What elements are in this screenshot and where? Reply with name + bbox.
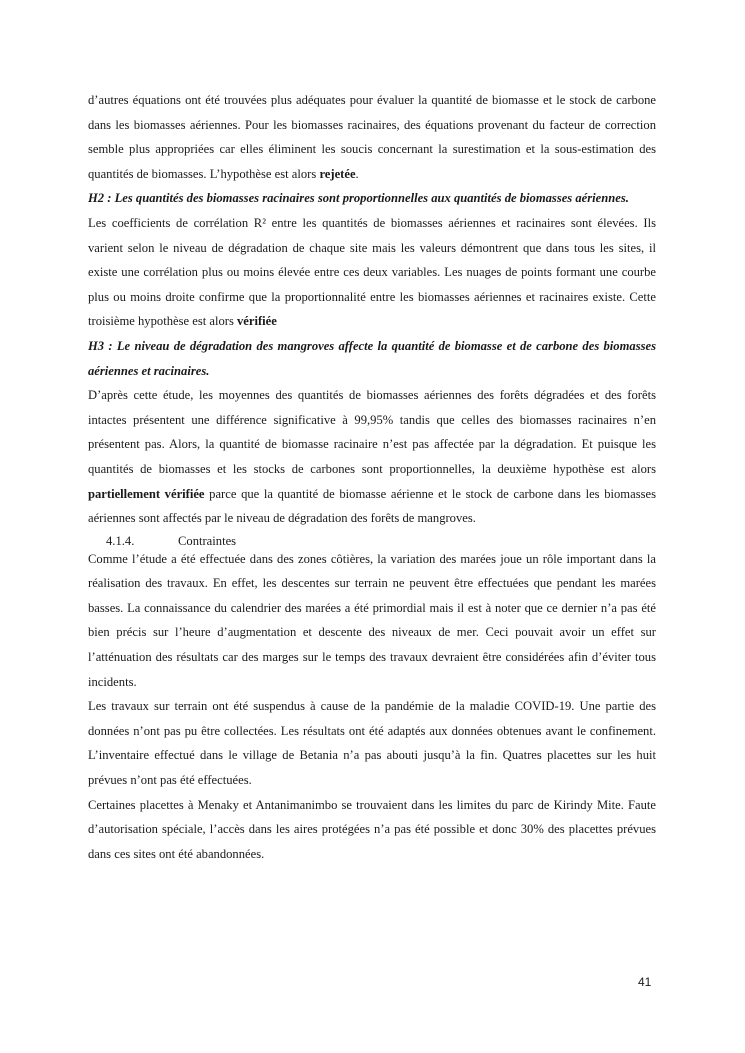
paragraph-hypothesis-2 [88, 211, 656, 334]
paragraph-end: . [355, 166, 359, 181]
section-number: 4.1.4. [106, 533, 135, 548]
section-heading-contraintes [88, 531, 656, 547]
paragraph-text: d’autres équations ont été trouvées plus adéquates pour évaluer la quantité de biomasse et le stock de carbone dans les biomasses aériennes. Pour les biomasses racinaires, des équations provenant du facteur de correction semble plus appropriées car elles éliminent les soucis concernant la surestimation et la sous-estimation des quantités de biomasses. L’hypothèse est alors [88, 93, 656, 181]
bold-verdict-partially-verified: partiellement vérifiée [88, 486, 205, 501]
paragraph-hypothesis-1-conclusion [88, 88, 656, 186]
bold-verdict-verified: vérifiée [237, 314, 277, 329]
page-body [88, 88, 656, 866]
paragraph-end: parce que la quantité de biomasse aérienne et le stock de carbone dans les biomasses aériennes sont affectés par le niveau de dégradation des forêts de mangroves. [88, 486, 656, 526]
paragraph-protected-areas: Certaines placettes à Menaky et Antanimanimbo se trouvaient dans les limites du parc de Kirindy Mite. Faute d’autorisation spéciale, l’accès dans les aires protégées n’a pas été possible et donc 30% des placettes prévues dans ces sites ont été abandonnées. [88, 797, 656, 861]
hypothesis-h3-heading: H3 : Le niveau de dégradation des mangroves affecte la quantité de biomasse et de carbone des biomasses aériennes et racinaires. [88, 338, 656, 378]
paragraph-tides: Comme l’étude a été effectuée dans des zones côtières, la variation des marées joue un rôle important dans la réalisation des travaux. En effet, les descentes sur terrain ne peuvent être effectuées que pendant les marées basses. La connaissance du calendrier des marées a été primordial mais il est à noter que ce dernier n’a pas été bien précis sur l’heure d’augmentation et descente des niveaux de mer. Ceci pouvait avoir un effet sur l’atténuation des résultats car des marges sur le temps des travaux devraient être considérées afin d’éviter tous incidents. [88, 551, 656, 689]
paragraph-text: D’après cette étude, les moyennes des quantités de biomasses aériennes des forêts dégradées et des forêts intactes présentent une différence significative à 99,95% tandis que celles des biomasses racinaires n’en présentent pas. Alors, la quantité de biomasse racinaire n’est pas affectée par la dégradation. Et puisque les quantités de biomasses et les stocks de carbones sont proportionnelles, la deuxième hypothèse est alors [88, 388, 656, 476]
paragraph-text: Les coefficients de corrélation R² entre les quantités de biomasses aériennes et racinaires sont élevées. Ils varient selon le niveau de dégradation de chaque site mais les valeurs démontrent que dans tous les sites, il existe une corrélation plus ou moins élevée entre ces deux variables. Les nuages de points formant une courbe plus ou moins droite confirme que la proportionnalité entre les biomasses aériennes et racinaires existe. Cette troisième hypothèse est alors [88, 215, 656, 329]
bold-verdict-rejected: rejetée [319, 166, 356, 181]
paragraph-covid: Les travaux sur terrain ont été suspendus à cause de la pandémie de la maladie COVID-19. Une partie des données n’ont pas pu être collectées. Les résultats ont été adaptés aux données obtenues avant le confinement. L’inventaire effectué dans le village de Betania n’a pas abouti jusqu’à la fin. Quatres placettes sur les huit prévues n’ont pas été effectuées. [88, 699, 656, 788]
paragraph-hypothesis-3 [88, 383, 656, 531]
section-title: Contraintes [178, 533, 237, 548]
hypothesis-h2-heading: H2 : Les quantités des biomasses racinaires sont proportionnelles aux quantités de biomasses aériennes. [88, 191, 629, 206]
page-number: 41 [638, 975, 652, 989]
